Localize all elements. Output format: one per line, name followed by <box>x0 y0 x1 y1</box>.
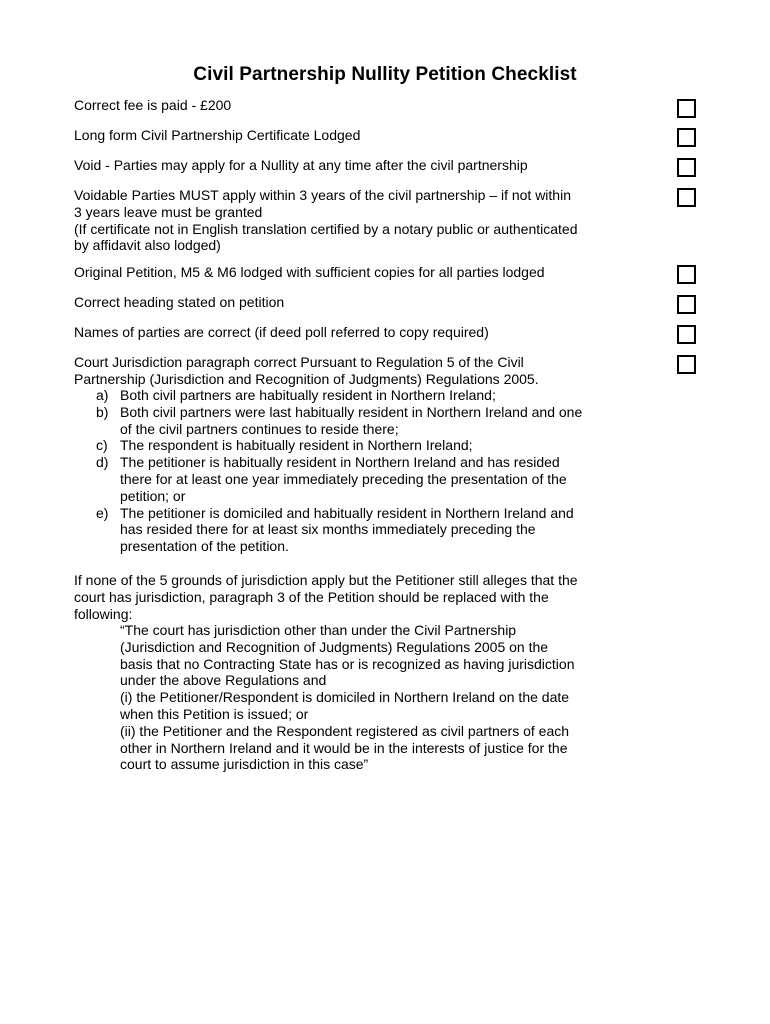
list-marker: a) <box>96 387 109 403</box>
checklist-item-void <box>74 157 644 174</box>
quote-line: when this Petition is issued; or <box>120 705 309 722</box>
quote-line: basis that no Contracting State has or is recognized as having jurisdiction <box>120 655 575 672</box>
checklist-item-line: Court Jurisdiction paragraph correct Pursuant to Regulation 5 of the Civil <box>74 354 524 370</box>
checklist-item-certificate <box>74 127 644 144</box>
list-item-line: The petitioner is domiciled and habitually resident in Northern Ireland and <box>120 504 574 521</box>
list-item-line: The petitioner is habitually resident in Northern Ireland and has resided <box>120 454 560 471</box>
paragraph-line: court has jurisdiction, paragraph 3 of the Petition should be replaced with the <box>74 588 549 605</box>
checklist-item-line: Void - Parties may apply for a Nullity at any time after the civil partnership <box>74 157 528 173</box>
quote-line: court to assume jurisdiction in this case” <box>120 756 369 773</box>
list-item-line: Both civil partners are habitually resident in Northern Ireland; <box>120 387 496 403</box>
checkbox-names[interactable] <box>677 325 696 344</box>
list-item-line: petition; or <box>120 487 186 504</box>
checklist-item-line: Correct fee is paid - £200 <box>74 97 232 113</box>
quote-line: (i) the Petitioner/Respondent is domiciled in Northern Ireland on the date <box>120 689 570 706</box>
jurisdiction-grounds-list <box>74 387 654 555</box>
checklist-item-fee <box>74 97 644 114</box>
checkbox-void[interactable] <box>677 158 696 177</box>
quote-line: (Jurisdiction and Recognition of Judgments) Regulations 2005 on the <box>120 638 549 655</box>
list-item-line: presentation of the petition. <box>120 538 289 555</box>
replacement-paragraph-quote <box>120 622 640 773</box>
page-title: Civil Partnership Nullity Petition Checklist <box>193 64 577 85</box>
checkbox-certificate[interactable] <box>677 128 696 147</box>
checkbox-voidable[interactable] <box>677 188 696 207</box>
checklist-item-line: Names of parties are correct (if deed poll referred to copy required) <box>74 324 489 340</box>
checkbox-jurisdiction[interactable] <box>677 355 696 374</box>
checklist-item-line: Long form Civil Partnership Certificate Lodged <box>74 127 361 143</box>
list-item-line: there for at least one year immediately preceding the presentation of the <box>120 470 567 487</box>
list-item <box>74 505 654 555</box>
quote-line: “The court has jurisdiction other than under the Civil Partnership <box>120 622 517 638</box>
list-item <box>74 404 654 438</box>
checklist-item-line: by affidavit also lodged) <box>74 237 221 254</box>
paragraph-line: If none of the 5 grounds of jurisdiction apply but the Petitioner still alleges that the <box>74 572 578 588</box>
list-item-line: The respondent is habitually resident in Northern Ireland; <box>120 437 473 454</box>
list-item <box>74 437 654 454</box>
checklist-item-line: 3 years leave must be granted <box>74 203 263 220</box>
checklist-item-line: Voidable Parties MUST apply within 3 years of the civil partnership – if not within <box>74 187 571 203</box>
quote-line: under the above Regulations and <box>120 672 327 689</box>
checklist-item-voidable <box>74 187 644 254</box>
checkbox-fee[interactable] <box>677 99 696 118</box>
paragraph-line: following: <box>74 605 133 622</box>
checklist-item-line: Partnership (Jurisdiction and Recognition of Judgments) Regulations 2005. <box>74 370 539 387</box>
checklist-item-line: Correct heading stated on petition <box>74 294 285 310</box>
list-item-line: Both civil partners were last habitually resident in Northern Ireland and one <box>120 403 583 420</box>
list-item <box>74 387 654 404</box>
quote-line: (ii) the Petitioner and the Respondent registered as civil partners of each <box>120 722 570 739</box>
list-item-line: of the civil partners continues to reside there; <box>120 420 399 437</box>
checkbox-heading[interactable] <box>677 295 696 314</box>
list-marker: d) <box>96 454 109 471</box>
alternative-intro <box>74 572 644 622</box>
quote-line: other in Northern Ireland and it would be in the interests of justice for the <box>120 739 568 756</box>
checklist-item-names <box>74 324 644 341</box>
list-marker: c) <box>96 437 108 454</box>
checklist-item-original-petition <box>74 264 644 281</box>
checkbox-original-petition[interactable] <box>677 265 696 284</box>
checklist-item-line: Original Petition, M5 & M6 lodged with sufficient copies for all parties lodged <box>74 264 545 280</box>
list-item <box>74 454 654 504</box>
list-marker: e) <box>96 504 109 521</box>
checklist-item-heading <box>74 294 644 311</box>
checklist-item-jurisdiction <box>74 354 644 388</box>
list-item-line: has resided there for at least six months immediately preceding the <box>120 521 536 538</box>
list-marker: b) <box>96 403 109 420</box>
checklist-item-line: (If certificate not in English translation certified by a notary public or authenticated <box>74 220 578 237</box>
